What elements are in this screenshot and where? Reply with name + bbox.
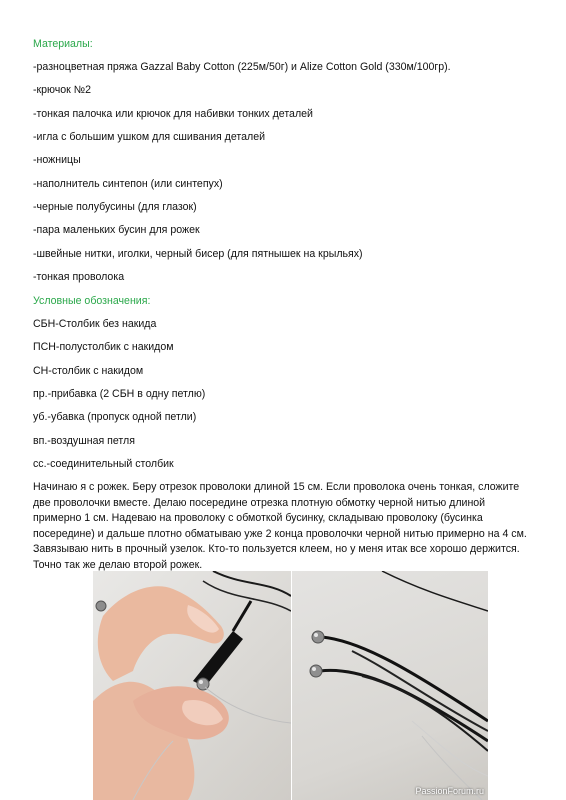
antennae-illustration <box>292 571 488 800</box>
instructions-line: Начинаю я с рожек. Беру отрезок проволоки длиной 15 см. Если проволока очень тонкая, сложите <box>33 481 520 493</box>
photo-hand-wrapping-wire <box>93 571 291 800</box>
legend-item: СБН-Столбик без накида <box>33 318 157 330</box>
instructions-line: две проволочки вместе. Делаю посередине отрезка плотную обмотку черной нитью длиной <box>33 496 486 509</box>
materials-item: -разноцветная пряжа Gazzal Baby Cotton (225м/50г) и Alize Cotton Gold (330м/100гр). <box>33 61 451 73</box>
legend-heading: Условные обозначения: <box>33 295 151 307</box>
photo-collage <box>93 571 488 800</box>
materials-item: -игла с большим ушком для сшивания деталей <box>33 131 266 143</box>
materials-item: -ножницы <box>33 154 81 166</box>
materials-item: -швейные нитки, иголки, черный бисер (для пятнышек на крыльях) <box>33 248 363 260</box>
materials-item: -наполнитель синтепон (или синтепух) <box>33 178 223 190</box>
instructions-line: посередине) и дальше плотно обматываю уже 2 конца проволочки черной нитью примерно на 4 см. <box>33 527 527 540</box>
photo-finished-antennae <box>292 571 488 800</box>
legend-item: уб.-убавка (пропуск одной петли) <box>33 411 197 423</box>
instructions-paragraph <box>33 480 538 574</box>
materials-heading: Материалы: <box>33 38 93 50</box>
materials-item: -черные полубусины (для глазок) <box>33 201 197 213</box>
legend-item: ПСН-полустолбик с накидом <box>33 341 174 353</box>
legend-item: пр.-прибавка (2 СБН в одну петлю) <box>33 388 206 400</box>
materials-item: -тонкая палочка или крючок для набивки тонких деталей <box>33 108 313 120</box>
instructions-line: Точно так же делаю второй рожек. <box>33 558 203 571</box>
instructions-line: примерно 1 см. Надеваю на проволоку с обмоткой бусинку, складываю проволоку (бусинка <box>33 512 483 525</box>
materials-item: -пара маленьких бусин для рожек <box>33 224 200 236</box>
watermark: PassionForum.ru <box>415 786 484 796</box>
materials-item: -крючок №2 <box>33 84 92 96</box>
hand-illustration <box>93 571 291 800</box>
legend-item: вп.-воздушная петля <box>33 435 135 447</box>
legend-item: СН-столбик с накидом <box>33 365 144 377</box>
materials-item: -тонкая проволока <box>33 271 125 283</box>
legend-item: сс.-соединительный столбик <box>33 458 174 470</box>
instructions-line: Завязываю нить в прочный узелок. Кто-то пользуется клеем, но у меня итак все хорошо держится. <box>33 543 520 556</box>
